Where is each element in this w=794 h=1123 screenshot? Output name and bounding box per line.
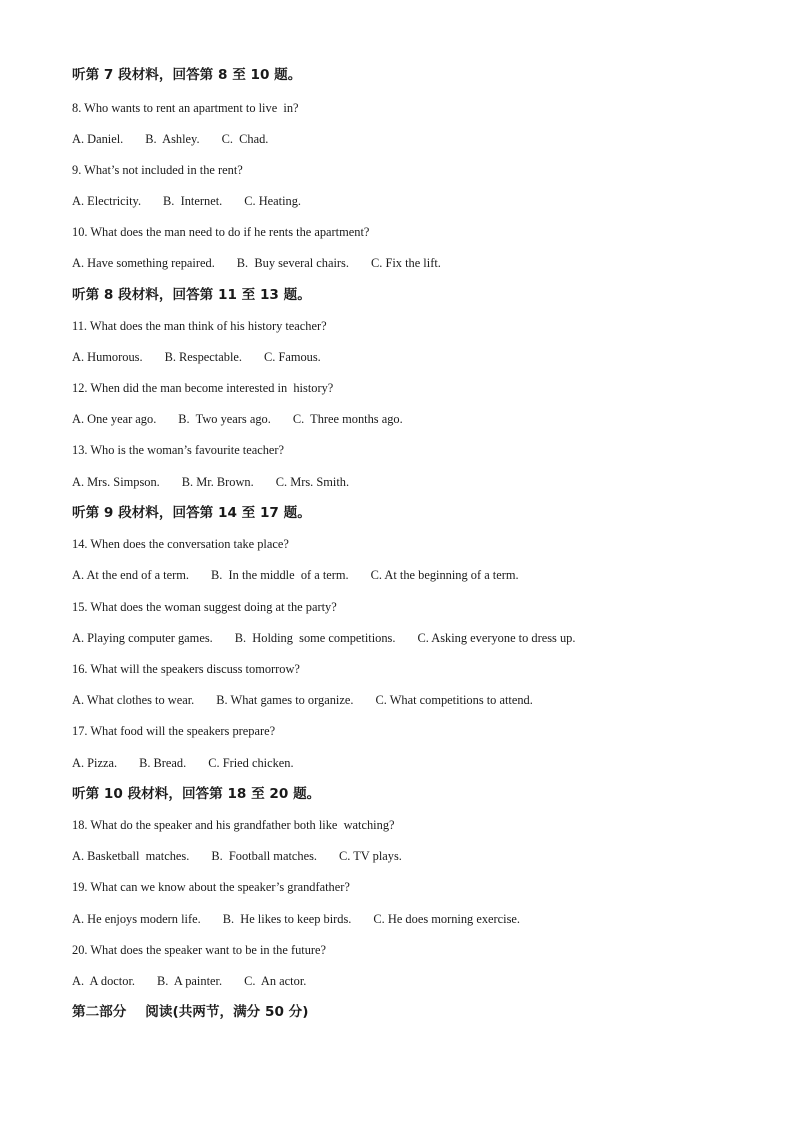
answer-options [72,848,424,864]
option-c: C. An actor. [244,974,307,988]
answer-options [72,193,323,209]
option-c: C. Three months ago. [292,412,403,426]
question-text: 17. What food will the speakers prepare? [72,724,276,738]
answer-options [72,411,425,427]
option-c: C. Heating. [244,194,302,208]
option-a: A. Pizza. [72,756,118,770]
answer-options [72,973,328,989]
section-heading: 听第 7 段材料，回答第 8 至 10 题。 [72,67,302,83]
answer-options [72,911,542,927]
answer-options [72,630,597,646]
option-c: C. At the beginning of a term. [370,568,519,582]
question-text: 11. What does the man think of his history teacher? [72,319,327,333]
section-heading: 听第 9 段材料，回答第 14 至 17 题。 [72,505,311,521]
option-b: B. Respectable. [164,350,242,364]
answer-options [72,567,541,583]
question-text: 13. Who is the woman’s favourite teacher? [72,443,285,457]
answer-options [72,131,290,147]
part-heading: 第二部分 阅读(共两节，满分 50 分) [72,1004,309,1020]
answer-options [72,692,555,708]
option-c: C. Fix the lift. [370,256,441,270]
option-a: A. Mrs. Simpson. [72,475,160,489]
option-b: B. In the middle of a term. [211,568,349,582]
question-text: 9. What’s not included in the rent? [72,163,243,177]
option-b: B. What games to organize. [216,693,354,707]
option-b: B. Bread. [139,756,187,770]
option-a: A. At the end of a term. [72,568,189,582]
option-a: A. One year ago. [72,412,157,426]
option-b: B. Football matches. [211,849,317,863]
option-c: C. TV plays. [339,849,402,863]
answer-options [72,755,316,771]
option-b: B. A painter. [157,974,223,988]
option-a: A. Electricity. [72,194,142,208]
option-c: C. Asking everyone to dress up. [417,631,576,645]
option-a: A. Basketball matches. [72,849,190,863]
option-b: B. Buy several chairs. [236,256,349,270]
option-c: C. Fried chicken. [208,756,294,770]
option-b: B. Holding some competitions. [234,631,396,645]
answer-options [72,255,463,271]
option-c: C. Chad. [221,132,269,146]
option-a: A. Humorous. [72,350,143,364]
answer-options [72,474,371,490]
option-a: A. What clothes to wear. [72,693,195,707]
option-c: C. He does morning exercise. [373,912,521,926]
option-a: A. He enjoys modern life. [72,912,201,926]
question-text: 16. What will the speakers discuss tomorrow? [72,662,300,676]
answer-options [72,349,343,365]
option-b: B. Internet. [163,194,223,208]
option-b: B. Ashley. [145,132,200,146]
option-b: B. Two years ago. [178,412,271,426]
section-heading: 听第 10 段材料，回答第 18 至 20 题。 [72,786,321,802]
option-a: A. Playing computer games. [72,631,213,645]
option-b: B. He likes to keep birds. [222,912,352,926]
option-a: A. Daniel. [72,132,124,146]
question-text: 14. When does the conversation take place? [72,537,289,551]
option-b: B. Mr. Brown. [181,475,254,489]
question-text: 19. What can we know about the speaker’s grandfather? [72,880,350,894]
option-a: A. A doctor. [72,974,135,988]
question-text: 10. What does the man need to do if he rents the apartment? [72,225,370,239]
question-text: 15. What does the woman suggest doing at the party? [72,600,337,614]
question-text: 18. What do the speaker and his grandfather both like watching? [72,818,395,832]
section-heading: 听第 8 段材料，回答第 11 至 13 题。 [72,287,311,303]
question-text: 20. What does the speaker want to be in the future? [72,943,327,957]
option-c: C. Famous. [263,350,321,364]
option-c: C. Mrs. Smith. [275,475,350,489]
option-c: C. What competitions to attend. [375,693,533,707]
option-a: A. Have something repaired. [72,256,215,270]
question-text: 8. Who wants to rent an apartment to live in? [72,101,299,115]
question-text: 12. When did the man become interested in history? [72,381,334,395]
